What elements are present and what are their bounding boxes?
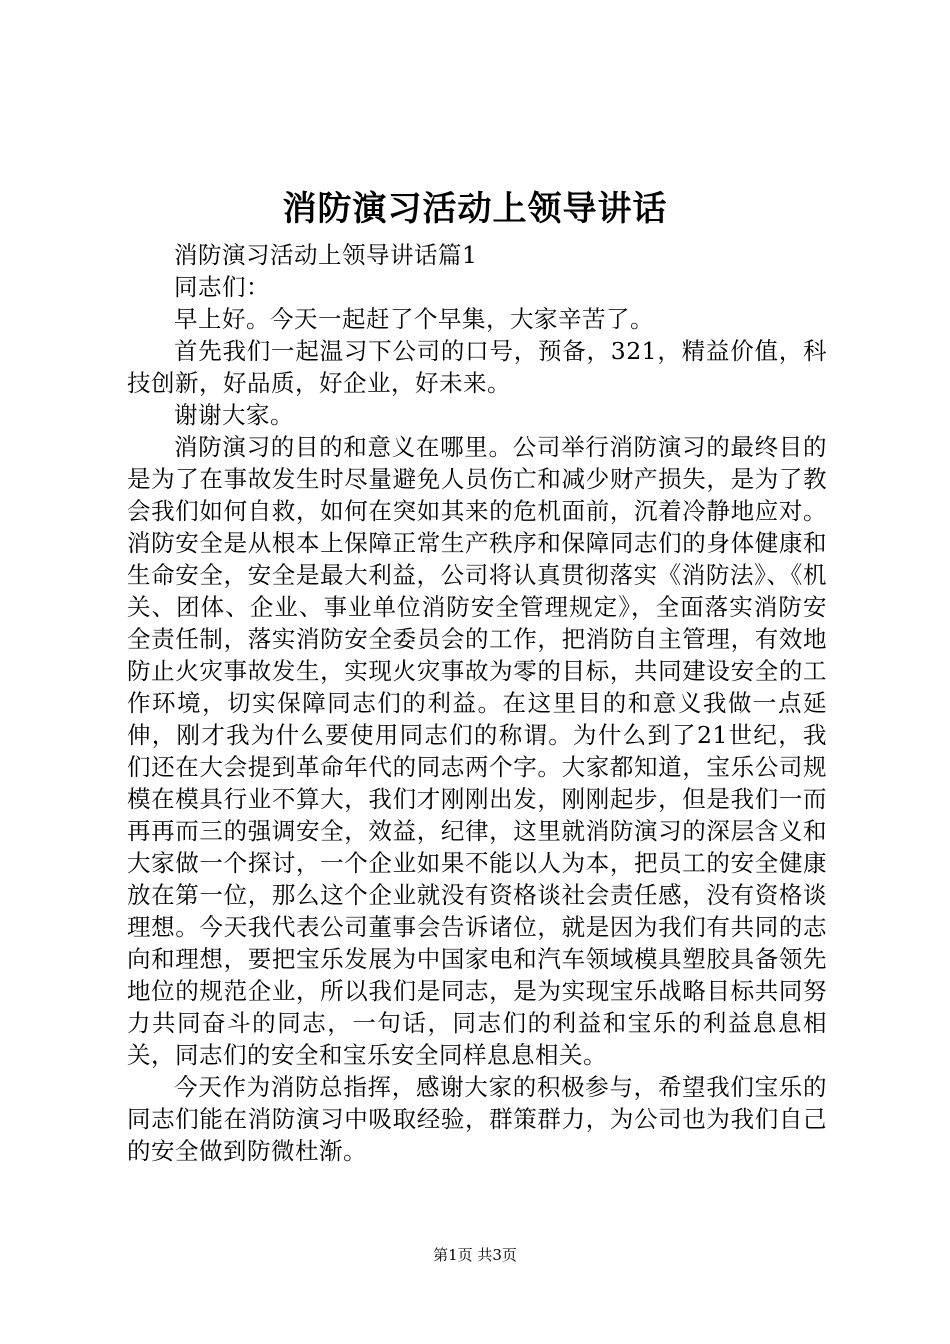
- document-title: 消防演习活动上领导讲话: [282, 189, 668, 229]
- paragraph-salutation: 同志们：: [174, 273, 270, 301]
- paragraph-slogan: 首先我们一起温习下公司的口号，预备，321，精益价值，科技创新，好品质，好企业，好未来。: [127, 337, 827, 397]
- paragraph-greeting: 早上好。今天一起赶了个早集，大家辛苦了。: [174, 305, 654, 333]
- document-body: [127, 239, 827, 1167]
- paragraph-purpose: 消防演习的目的和意义在哪里。公司举行消防演习的最终目的是为了在事故发生时尽量避免人员伤亡和减少财产损失，是为了教会我们如何自救，如何在突如其来的危机面前，沉着冷静地应对。消防安全是从根本上保障正常生产秩序和保障同志们的身体健康和生命安全，安全是最大利益，公司将认真贯彻落实《消防法》、《机关、团体、企业、事业单位消防安全管理规定》，全面落实消防安全责任制，落实消防安全委员会的工作，把消防自主管理，有效地防止火灾事故发生，实现火灾事故为零的目标，共同建设安全的工作环境，切实保障同志们的利益。在这里目的和意义我做一点延伸，刚才我为什么要使用同志们的称谓。为什么到了21世纪，我们还在大会提到革命年代的同志两个字。大家都知道，宝乐公司规模在模具行业不算大，我们才刚刚出发，刚刚起步，但是我们一而再再而三的强调安全，效益，纪律，这里就消防演习的深层含义和大家做一个探讨，一个企业如果不能以人为本，把员工的安全健康放在第一位，那么这个企业就没有资格谈社会责任感，没有资格谈理想。今天我代表公司董事会告诉诸位，就是因为我们有共同的志向和理想，要把宝乐发展为中国家电和汽车领域模具塑胶具备领先地位的规范企业，所以我们是同志，是为实现宝乐战略目标共同努力共同奋斗的同志，一句话，同志们的利益和宝乐的利益息息相关，同志们的安全和宝乐安全同样息息相关。: [127, 433, 827, 1069]
- paragraph-closing: 今天作为消防总指挥，感谢大家的积极参与，希望我们宝乐的同志们能在消防演习中吸取经验，群策群力，为公司也为我们自己的安全做到防微杜渐。: [127, 1073, 827, 1165]
- paragraph-thanks: 谢谢大家。: [174, 401, 294, 429]
- paragraph-subtitle: 消防演习活动上领导讲话篇1: [174, 241, 478, 269]
- page-footer: 第1页 共3页: [433, 1246, 517, 1264]
